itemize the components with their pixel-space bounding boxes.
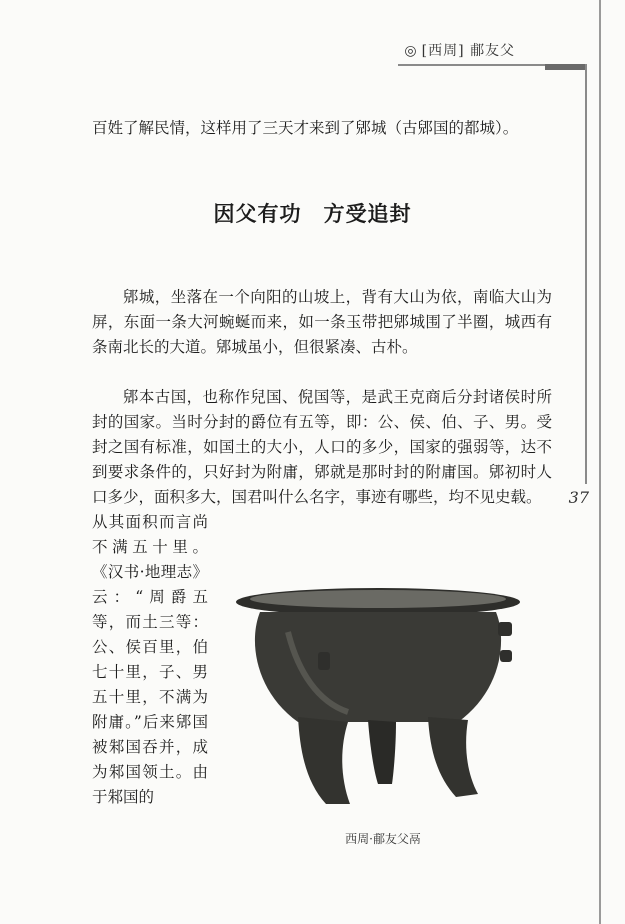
paragraph-2: 郳本古国，也称作兒国、倪国等，是武王克商后分封诸侯时所封的国家。当时分封的爵位有五等，即：公、侯、伯、子、男。受封之国有标准，如国土的大小，人口的多少，国家的强弱等，达不到要求条件的，只好封为附庸，郳就是那时封的附庸国。郳初时人口多少，面积多大，国君叫什么名字，事迹有哪些，均不见史载。 — [92, 388, 552, 506]
header-mark: ◎ — [404, 43, 418, 59]
page-edge — [599, 0, 601, 924]
figure-caption: 西周·郙友父鬲 — [345, 832, 421, 846]
running-header — [404, 40, 515, 60]
header-tab — [545, 64, 585, 70]
page-number: 37 — [568, 488, 589, 507]
paragraph-1: 郳城，坐落在一个向阳的山坡上，背有大山为依，南临大山为屏，东面一条大河蜿蜒而来，如一条玉带把郳城围了半圈，城西有条南北长的大道。郳城虽小，但很紧凑、古朴。 — [92, 288, 552, 356]
side-rule — [585, 64, 587, 484]
header-title: [西周] 郙友父 — [421, 43, 515, 59]
bronze-li-vessel-image — [228, 572, 538, 822]
narrow-column-text: 从其面积而言尚不满五十里。《汉书·地理志》云：“周爵五等，而土三等：公、侯百里，伯七十里，子、男五十里，不满为附庸。”后来郳国被邾国吞并，成为邾国领土。由于邾国的 — [92, 513, 208, 806]
continued-line: 百姓了解民情，这样用了三天才来到了郳城（古郳国的都城）。 — [92, 119, 519, 137]
section-title: 因父有功 方受追封 — [213, 201, 412, 226]
